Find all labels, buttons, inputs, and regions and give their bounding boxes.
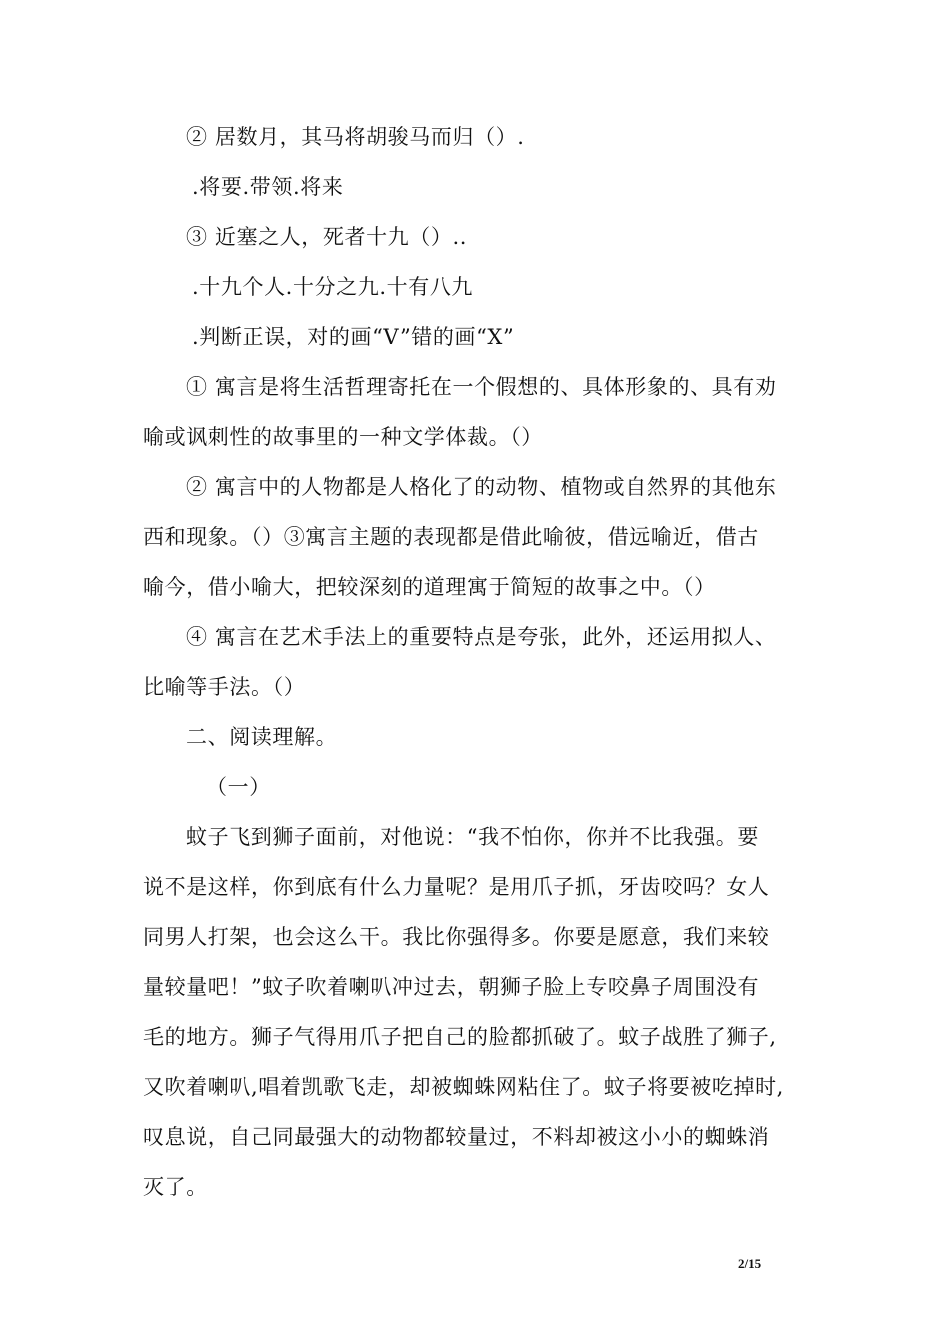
passage-line: 叹息说，自己同最强大的动物都较量过，不料却被这小小的蜘蛛消 — [143, 1125, 770, 1149]
statement-1-continuation: 喻或讽刺性的故事里的一种文学体裁。（） — [143, 425, 543, 449]
passage-line: 同男人打架，也会这么干。我比你强得多。你要是愿意，我们来较 — [143, 925, 770, 949]
passage-line: 又吹着喇叭,唱着凯歌飞走，却被蜘蛛网粘住了。蚊子将要被吃掉时, — [143, 1075, 784, 1099]
options-line: .十九个人.十分之九.十有八九 — [192, 275, 474, 299]
section-heading: 二、阅读理解。 — [186, 725, 338, 749]
section-instruction: .判断正误，对的画“V”错的画“X” — [192, 325, 515, 349]
passage-line: 量较量吧！”蚊子吹着喇叭冲过去，朝狮子脸上专咬鼻子周围没有 — [143, 975, 760, 999]
passage-line: 蚊子飞到狮子面前，对他说：“我不怕你，你并不比我强。要 — [186, 825, 759, 849]
statement-4-continuation: 比喻等手法。（） — [143, 675, 306, 699]
page-number: 2/15 — [738, 1256, 762, 1271]
statement-2-continuation: 西和现象。（）③寓言主题的表现都是借此喻彼，借远喻近，借古 — [143, 525, 759, 549]
statement-4-line: ④ 寓言在艺术手法上的重要特点是夸张，此外，还运用拟人、 — [186, 625, 777, 649]
options-line: .将要.带领.将来 — [192, 175, 344, 199]
statement-3-continuation: 喻今，借小喻大，把较深刻的道理寓于简短的故事之中。（） — [143, 575, 716, 599]
passage-line: 毛的地方。狮子气得用爪子把自己的脸都抓破了。蚊子战胜了狮子, — [143, 1025, 777, 1049]
statement-2-line: ② 寓言中的人物都是人格化了的动物、植物或自然界的其他东 — [186, 475, 777, 499]
passage-line: 说不是这样，你到底有什么力量呢？是用爪子抓，牙齿咬吗？女人 — [143, 875, 770, 899]
statement-1-line: ① 寓言是将生活哲理寄托在一个假想的、具体形象的、具有劝 — [186, 375, 777, 399]
subsection-heading: （一） — [206, 775, 271, 799]
question-2-line: ② 居数月，其马将胡骏马而归（）. — [186, 125, 525, 149]
passage-line: 灭了。 — [143, 1175, 208, 1199]
question-3-line: ③ 近塞之人，死者十九（）.. — [186, 225, 468, 249]
